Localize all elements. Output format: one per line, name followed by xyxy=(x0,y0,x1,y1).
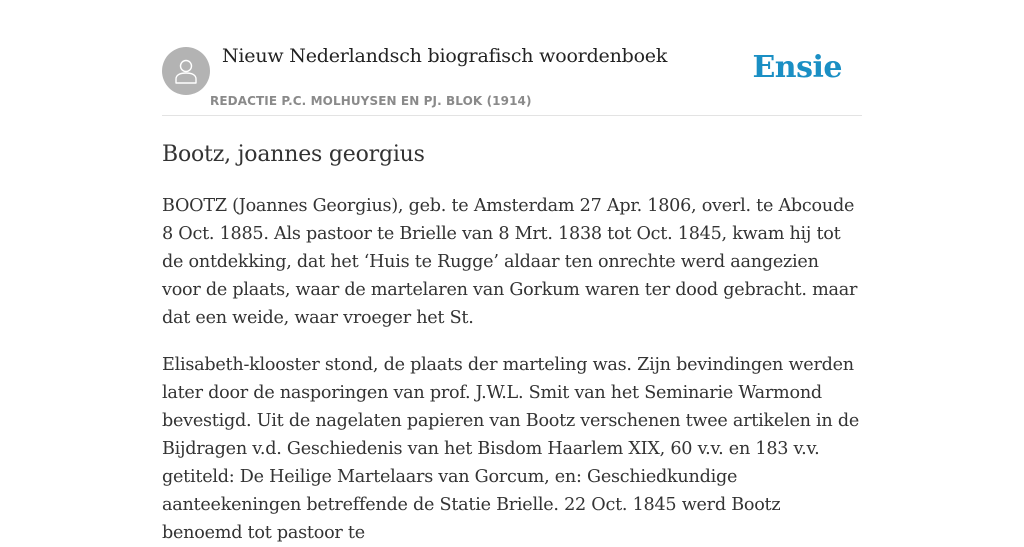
user-icon xyxy=(173,57,199,85)
brand-logo[interactable]: Ensie xyxy=(752,50,842,85)
entry-paragraph: BOOTZ (Joannes Georgius), geb. te Amsterdam 27 Apr. 1806, overl. te Abcoude 8 Oct. 1885. Als pastoor te Brielle van 8 Mrt. 1838 tot Oct. 1845, kwam hij tot de ontdekking, dat het ‘Huis te Rugge’ aldaar ten onrechte werd aangezien voor de plaats, waar de martelaren van Gorkum waren ter dood gebracht. maar dat een weide, waar vroeger het St. xyxy=(162,196,858,328)
book-editors: REDACTIE P.C. MOLHUYSEN EN PJ. BLOK (1914) xyxy=(210,94,532,108)
entry-paragraph: Elisabeth-klooster stond, de plaats der marteling was. Zijn bevindingen werden later door de nasporingen van prof. J.W.L. Smit van het Seminarie Warmond bevestigd. Uit de nagelaten papieren van Bootz verschenen twee artikelen in de Bijdragen v.d. Geschiedenis van het Bisdom Haarlem XIX, 60 v.v. en 183 v.v. getiteld: De Heilige Martelaars van Gorcum, en: Geschiedkundige aanteekeningen betreffende de Statie Brielle. 22 Oct. 1845 werd Bootz benoemd tot pastoor te xyxy=(162,355,860,543)
entry-title: Bootz, joannes georgius xyxy=(162,142,425,167)
book-title[interactable]: Nieuw Nederlandsch biografisch woordenboek xyxy=(222,45,668,67)
source-header xyxy=(162,0,862,116)
avatar[interactable] xyxy=(162,47,210,95)
content-container xyxy=(162,0,862,547)
